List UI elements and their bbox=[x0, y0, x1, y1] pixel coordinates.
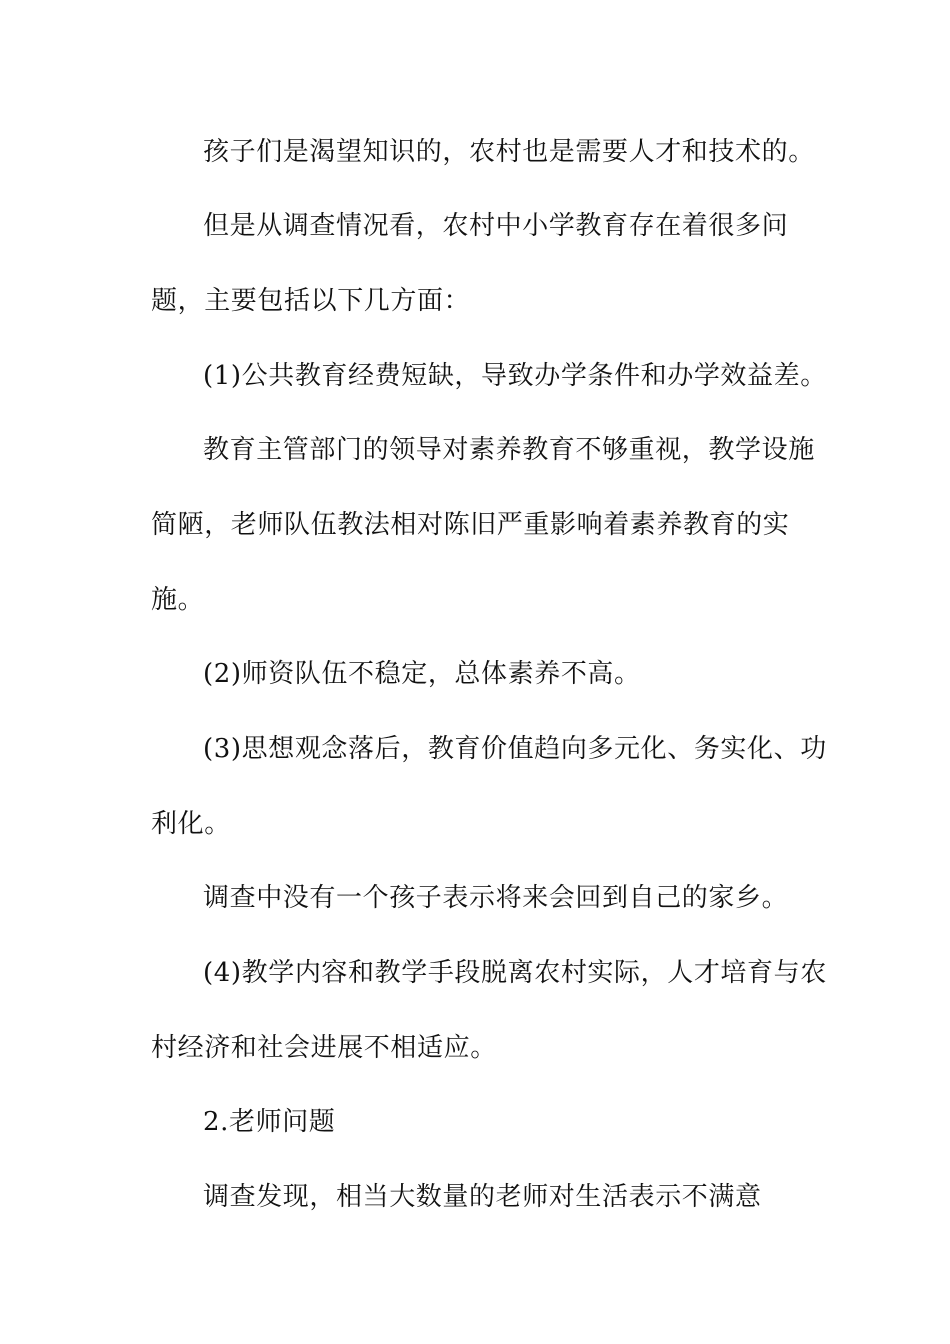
paragraph-line: 村经济和社会进展不相适应。 bbox=[151, 1033, 497, 1063]
paragraph-line: 施。 bbox=[151, 585, 205, 615]
paragraph-line: 调查中没有一个孩子表示将来会回到自己的家乡。 bbox=[203, 883, 789, 913]
paragraph-line: 利化。 bbox=[151, 809, 231, 839]
list-item-line: (1)公共教育经费短缺，导致办学条件和办学效益差。 bbox=[203, 361, 827, 391]
paragraph-line: 简陋，老师队伍教法相对陈旧严重影响着素养教育的实 bbox=[151, 510, 790, 540]
list-item-line: (4)教学内容和教学手段脱离农村实际，人才培育与农 bbox=[203, 958, 827, 988]
paragraph-line: 调查发现，相当大数量的老师对生活表示不满意 bbox=[203, 1182, 762, 1212]
paragraph-line: 教育主管部门的领导对素养教育不够重视，教学设施 bbox=[203, 435, 815, 465]
list-item-line: (3)思想观念落后，教育价值趋向多元化、务实化、功 bbox=[203, 734, 827, 764]
paragraph-line: 孩子们是渴望知识的，农村也是需要人才和技术的。 bbox=[203, 137, 815, 167]
paragraph-line: 题，主要包括以下几方面： bbox=[151, 286, 471, 316]
list-item-line: (2)师资队伍不稳定，总体素养不高。 bbox=[203, 659, 641, 689]
paragraph-line: 但是从调查情况看，农村中小学教育存在着很多问 bbox=[203, 211, 789, 241]
section-heading: 2.老师问题 bbox=[203, 1107, 336, 1137]
